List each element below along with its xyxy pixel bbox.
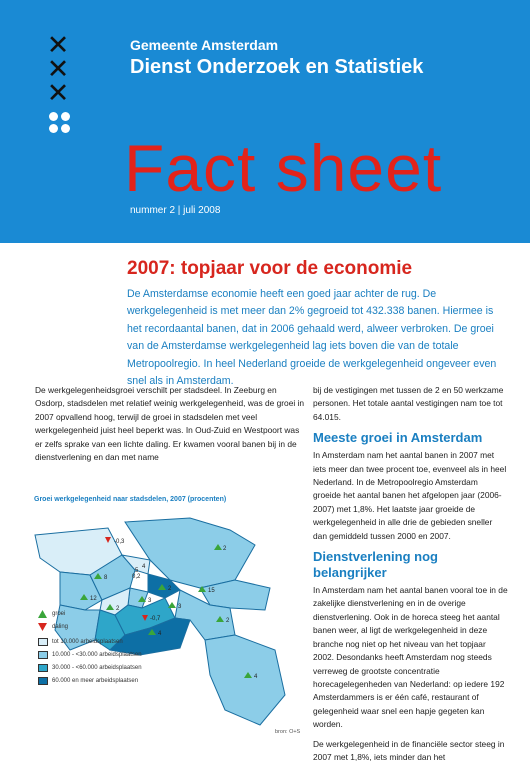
dots-icon (49, 112, 72, 133)
map-label: 2 (168, 586, 172, 592)
map-label: 5 (135, 568, 139, 574)
map-label: 15 (208, 588, 215, 594)
body-column-right (313, 384, 508, 764)
map-label: 8 (104, 575, 108, 581)
body-paragraph: De werkgelegenheid in de financiële sector steeg in 2007 met 1,8%, iets minder dan het (313, 738, 505, 762)
legend-decline: daling (52, 624, 69, 630)
district-zuidoost (205, 635, 285, 725)
x-cross-icon: ✕ (46, 30, 70, 61)
section-heading: Meeste groei in Amsterdam (313, 430, 483, 446)
body-paragraph: bij de vestigingen met tussen de 2 en 50 werkzame personen. Het totale aantal vestigingen nam toe tot 64.015. (313, 385, 504, 422)
map-label: 2 (226, 618, 230, 624)
legend-swatch (38, 664, 48, 672)
district-map (30, 510, 310, 740)
legend-growth: groei (52, 611, 66, 617)
legend-jobs: tot 10.000 arbeidsplaatsen (52, 639, 123, 645)
map-label: 2 (223, 546, 227, 552)
legend-swatch (38, 677, 48, 685)
map-source: bron: O+S (275, 729, 301, 735)
body-paragraph: In Amsterdam nam het aantal banen vooral toe in de zakelijke dienstverlening en in de overige dienstverlening. Ook in de horeca steeg het aantal banen weer, al ligt de werkgelegenheid in deze branche nog niet op het niveau van het topjaar 2002. Desondanks heeft Amsterdam nog steeds verreweg de grootste concentratie horecagelegenheden van Nederland: op iedere 192 Amsterdammers is er één café, restaurant of gelegenheid waar snel een hapje gegeten kan worden. (313, 585, 508, 730)
organization-name: Gemeente Amsterdam (130, 37, 279, 53)
x-cross-icon: ✕ (46, 54, 70, 85)
section-heading: Dienstverlening nog belangrijker (313, 549, 438, 581)
district-oud-west (128, 588, 148, 608)
map-label: 2 (116, 606, 120, 612)
decline-legend-icon (38, 623, 47, 631)
map-label: -0,3 (114, 539, 125, 545)
x-cross-icon: ✕ (46, 78, 70, 109)
growth-legend-icon (38, 610, 47, 618)
legend-jobs: 60.000 en meer arbeidsplaatsen (52, 678, 139, 684)
map-label: 4 (254, 674, 258, 680)
growth-marker (168, 602, 176, 608)
issue-info: nummer 2 | juli 2008 (130, 205, 221, 216)
map-label: 4 (158, 631, 162, 637)
map-label: 3 (148, 598, 152, 604)
map-label: 12 (90, 596, 97, 602)
legend-jobs: 30.000 - <60.000 arbeidsplaatsen (52, 665, 142, 671)
header-banner (0, 0, 530, 243)
map-label: 3 (178, 604, 182, 610)
map-title: Groei werkgelegenheid naar stadsdelen, 2007 (procenten) (34, 496, 227, 503)
body-paragraph: In Amsterdam nam het aantal banen in 2007 met iets meer dan twee procent toe, evenveel als in heel Nederland. In de Metropoolregio Amsterdam groeide het aantal banen het afgelopen jaar (2006-2007) met 1,8%. Het laatste jaar groeide de werkgelegenheid in alle drie de gebieden sneller dan gemiddeld tussen 2000 en 2007. (313, 450, 507, 541)
body-paragraph: De werkgelegenheidsgroei verschilt per stadsdeel. In Zeeburg en Osdorp, stadsdelen met relatief weinig werkgelegenheid, was de groei in 2007 opvallend hoog, terwijl de groei in stadsdelen met veel werkgelegenheid juist heel beperkt was. In Oud-Zuid en Westpoort was er zelfs sprake van een lichte daling. Er kwamen vooral banen bij in de dienstverlening en dan met name (35, 385, 305, 463)
map-label: 4 (142, 564, 146, 570)
map-label: -0,7 (150, 616, 161, 622)
department-name: Dienst Onderzoek en Statistiek (130, 56, 424, 78)
map-label: 0,2 (132, 574, 141, 580)
publication-title: Fact sheet (124, 131, 443, 205)
article-lead: De Amsterdamse economie heeft een goed jaar achter de rug. De werkgelegenheid is met meer dan 2% gegroeid tot 432.338 banen. Hiermee is het recordaantal banen, dat in 2006 gehaald werd, alweer verbroken. De groei van de Amsterdamse werkgelegenheid lag iets boven die van de totale Metropoolregio. In heel Nederland groeide de werkgelegenheid ongeveer even snel als in Amsterdam. (127, 288, 497, 388)
legend-jobs: 10.000 - <30.000 arbeidsplaatsen (52, 652, 142, 658)
article-headline: 2007: topjaar voor de economie (127, 258, 413, 279)
district-noord (125, 518, 255, 588)
body-column-left (35, 384, 305, 464)
legend-swatch (38, 651, 48, 659)
legend-swatch (38, 638, 48, 646)
amsterdam-logo (44, 30, 72, 133)
